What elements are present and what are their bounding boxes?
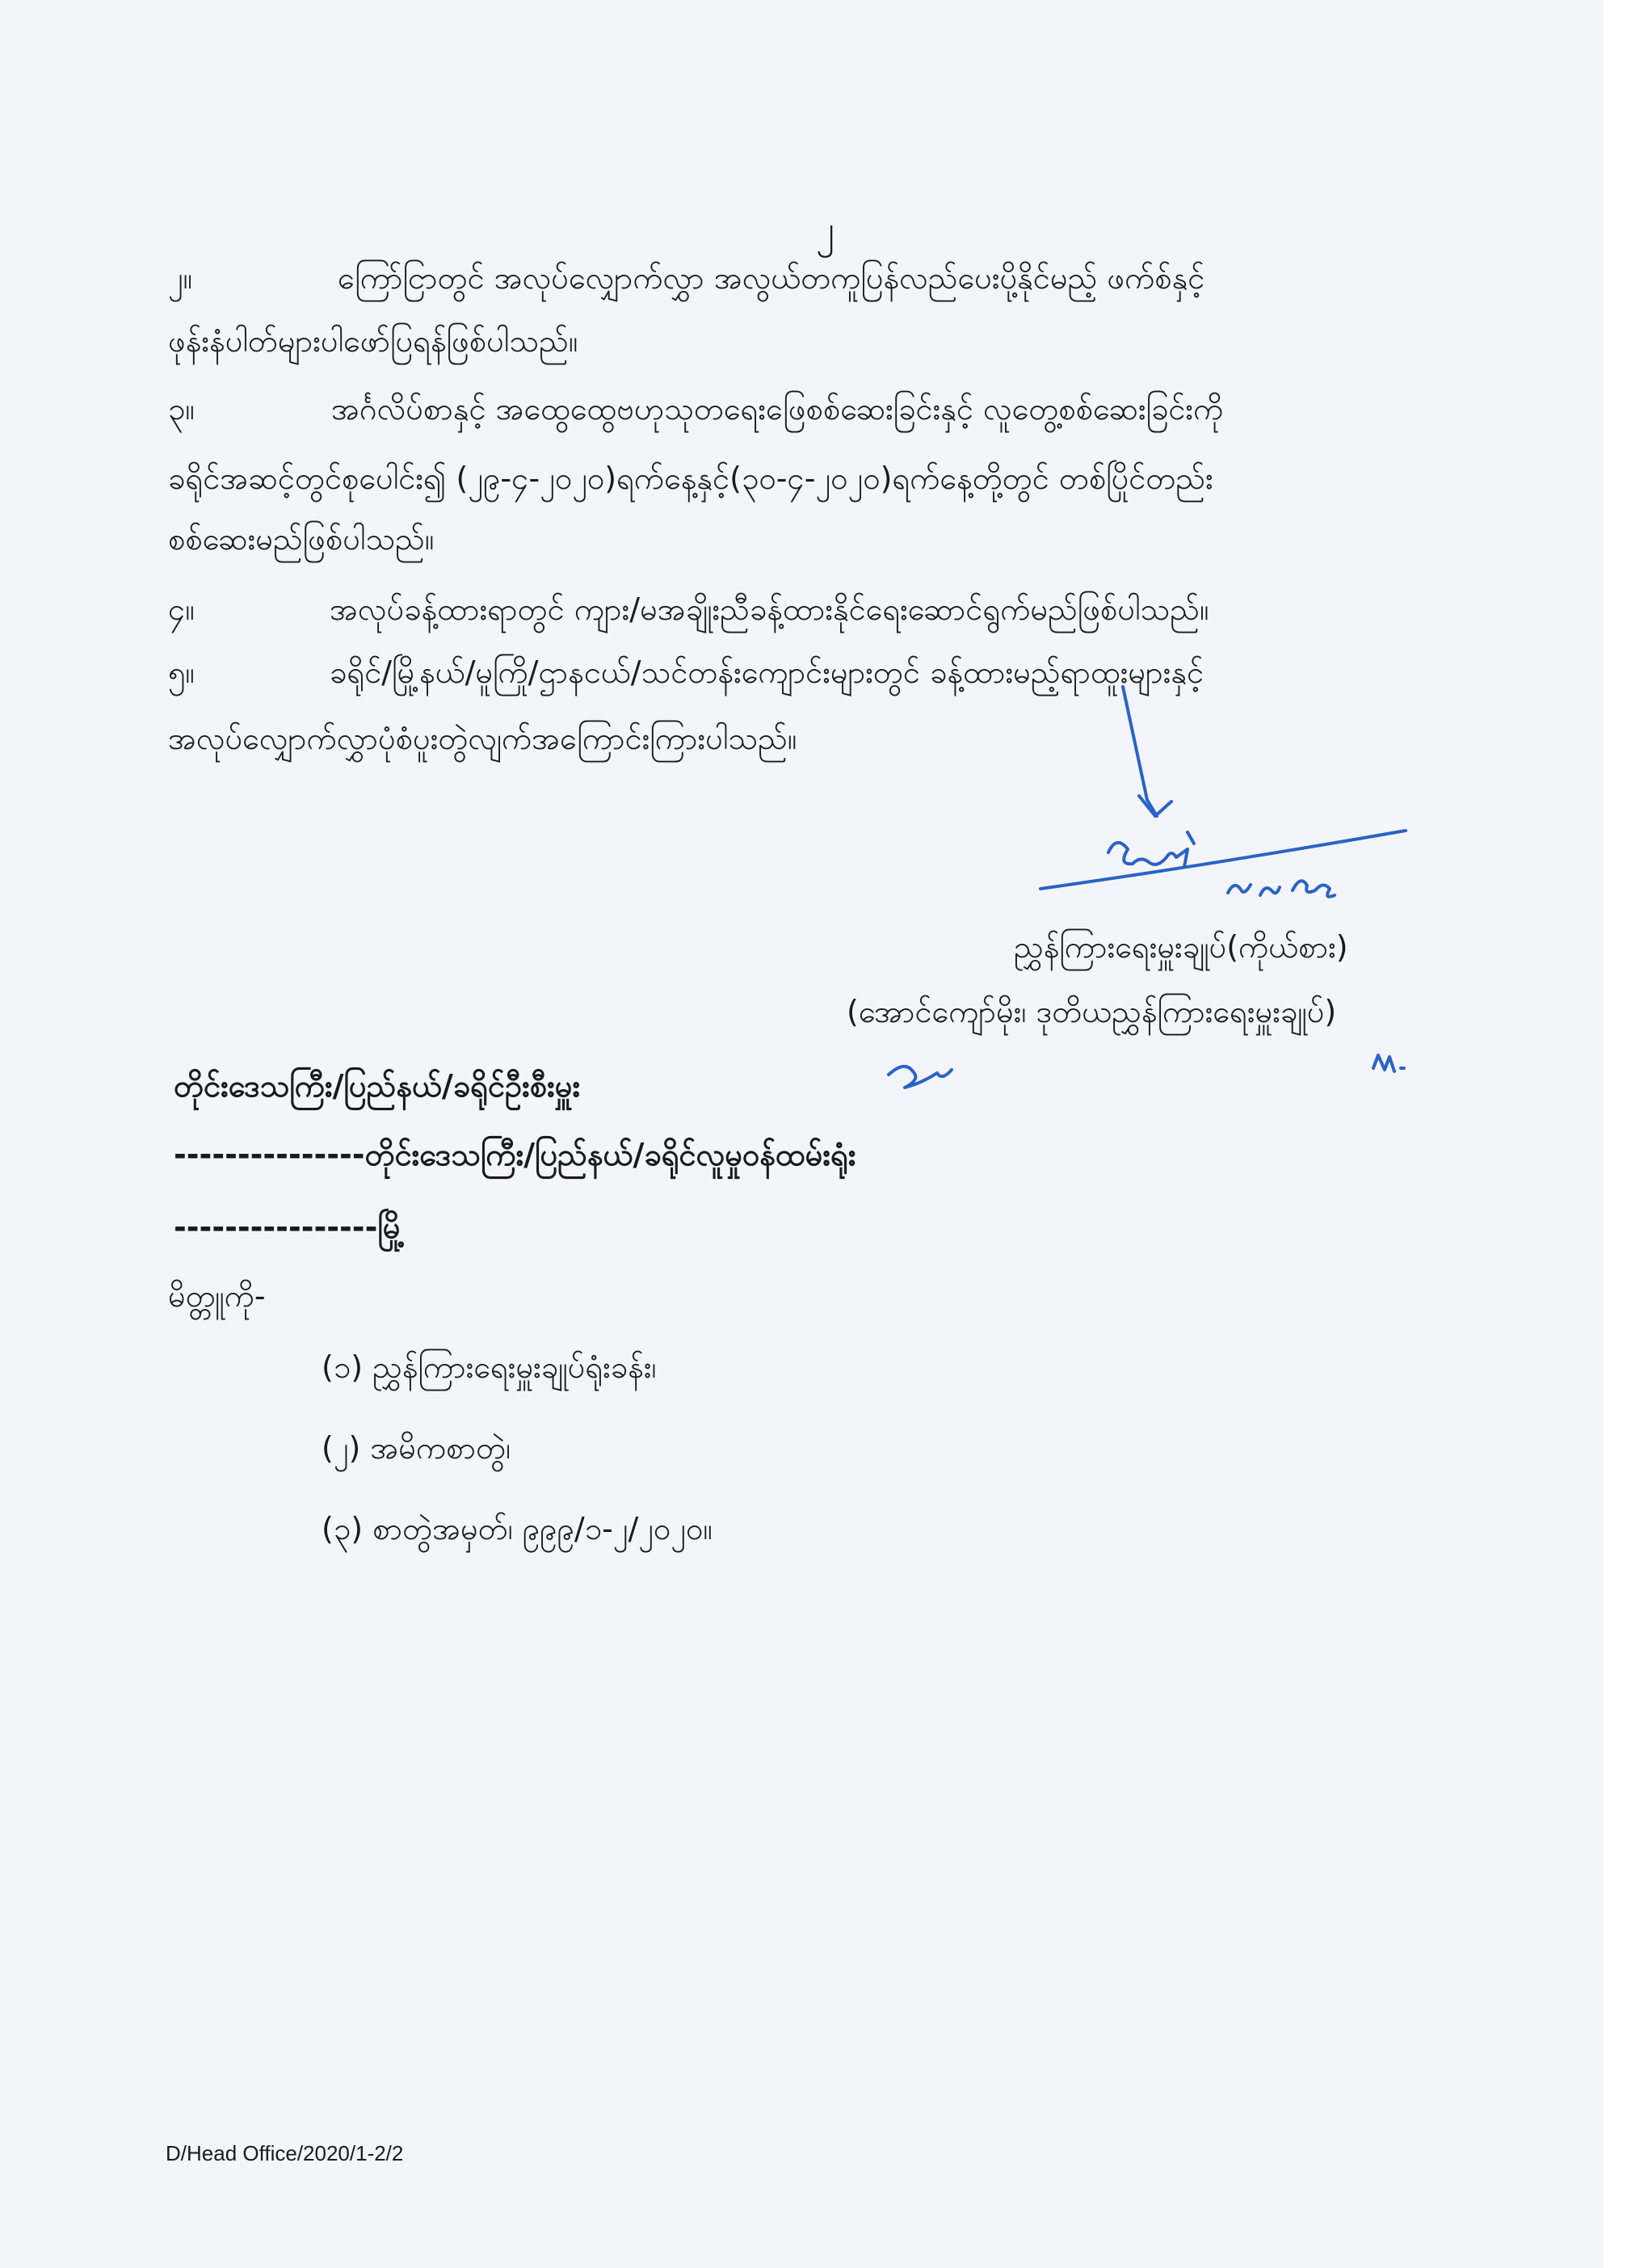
signatory-title: ညွှန်ကြားရေးမှူးချုပ်(ကိုယ်စား) <box>1014 929 1348 965</box>
recipient-line: ---------------တိုင်းဒေသကြီး/ပြည်နယ်/ခရိုင်လူမှုဝန်ထမ်းရုံး <box>174 1137 856 1172</box>
paragraph-line: ခရိုင်အဆင့်တွင်စုပေါင်း၍ (၂၉-၄-၂၀၂၀)ရက်နေ့နှင့်(၃၀-၄-၂၀၂၀)ရက်နေ့တို့တွင် တစ်ပြိုင်တည်း <box>168 461 1213 496</box>
paragraph-number: ၅။ <box>168 654 195 690</box>
signatory-name: (အောင်ကျော်မိုး၊ ဒုတိယညွှန်ကြားရေးမှူးချုပ်) <box>847 994 1337 1029</box>
copy-to-item: (၃) စာတွဲအမှတ်၊ ၉၉၉/၁-၂/၂၀၂၀။ <box>322 1511 713 1546</box>
copy-to-item: (၂) အမိကစာတွဲ၊ <box>322 1430 511 1466</box>
recipient-line: ----------------မြို့ <box>174 1210 406 1245</box>
copy-to-label: မိတ္တူကို- <box>168 1278 266 1314</box>
paragraph-number: ၂။ <box>168 260 193 296</box>
page-number: ၂ <box>816 207 835 250</box>
paragraph-line: အလုပ်လျှောက်လွှာပုံစံပူးတွဲလျက်အကြောင်းကြားပါသည်။ <box>168 721 797 756</box>
paragraph-line: ဖုန်းနံပါတ်များပါဖော်ပြရန်ဖြစ်ပါသည်။ <box>168 323 578 359</box>
recipient-line: တိုင်းဒေသကြီး/ပြည်နယ်/ခရိုင်ဦးစီးမှူး <box>174 1068 581 1104</box>
paragraph-number: ၃။ <box>168 391 195 427</box>
copy-to-item: (၁) ညွှန်ကြားရေးမှူးချုပ်ရုံးခန်း၊ <box>322 1349 657 1385</box>
paragraph-line: ကြော်ငြာတွင် အလုပ်လျှောက်လွှာ အလွယ်တကူပြန်လည်ပေးပို့နိုင်မည့် ဖက်စ်နှင့် <box>338 260 1205 296</box>
paragraph-number: ၄။ <box>168 591 195 627</box>
paragraph-line: အင်္ဂလိပ်စာနှင့် အထွေထွေဗဟုသုတရေးဖြေစစ်ဆေးခြင်းနှင့် လူတွေ့စစ်ဆေးခြင်းကို <box>331 391 1224 427</box>
paragraph-line: ခရိုင်/မြို့နယ်/မူကြို/ဌာနငယ်/သင်တန်းကျောင်းများတွင် ခန့်ထားမည့်ရာထူးများနှင့် <box>330 654 1204 690</box>
paragraph-line: အလုပ်ခန့်ထားရာတွင် ကျား/မအချိုးညီခန့်ထားနိုင်ရေးဆောင်ရွက်မည်ဖြစ်ပါသည်။ <box>330 591 1209 627</box>
footer-reference: D/Head Office/2020/1-2/2 <box>166 2141 404 2165</box>
paragraph-line: စစ်ဆေးမည်ဖြစ်ပါသည်။ <box>168 521 435 557</box>
